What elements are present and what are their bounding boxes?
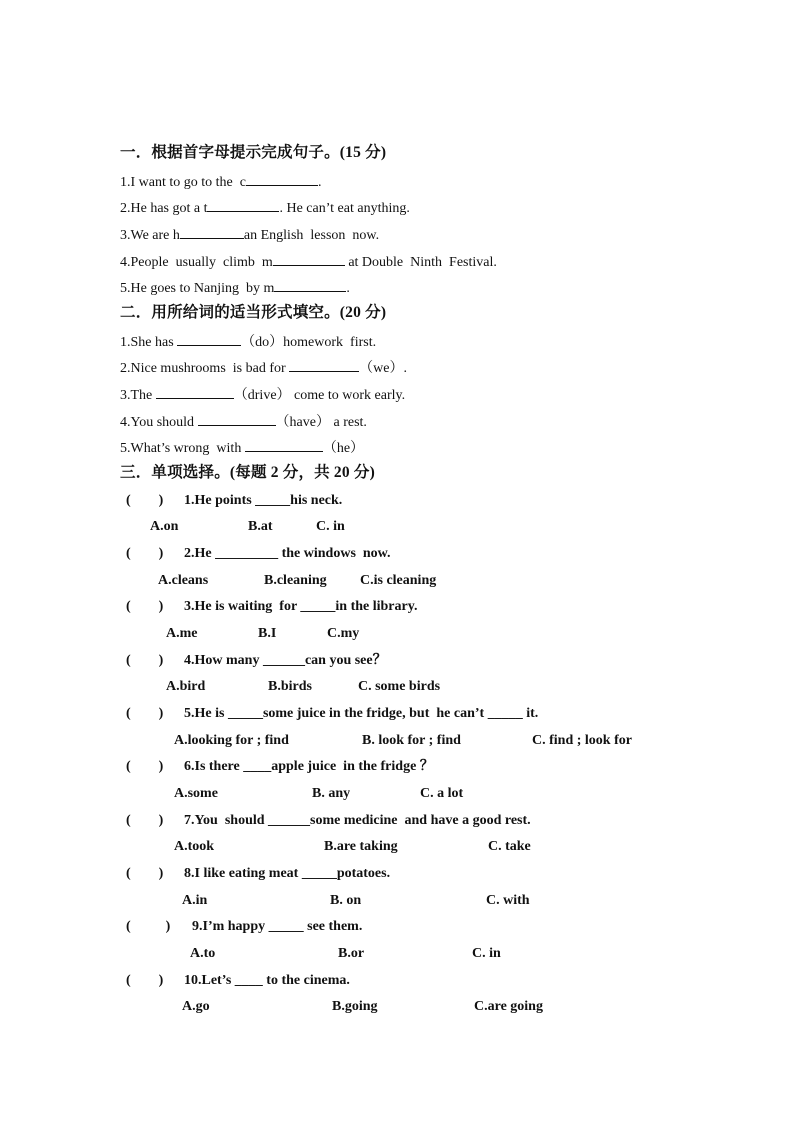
q10-option-a[interactable]: A.go	[182, 999, 210, 1014]
q8-text: 8.I like eating meat _____potatoes.	[184, 866, 391, 881]
q3-text: 3.He is waiting for _____in the library.	[184, 599, 418, 614]
q7-option-b[interactable]: B.are taking	[324, 839, 398, 854]
s2-item-5	[120, 438, 364, 458]
q2-option-c[interactable]: C.is cleaning	[360, 573, 437, 588]
q6-text: 6.Is there ____apple juice in the fridge ？	[184, 759, 434, 774]
s1-item-1-pre: 1.I want to go to the c	[120, 175, 246, 190]
s2-item-2-post: （we）.	[359, 361, 407, 376]
section1-heading: 一．根据首字母提示完成句子。(15 分)	[120, 144, 387, 161]
q10-answer-paren[interactable]: ( )	[126, 973, 164, 988]
s1-item-4-post: at Double Ninth Festival.	[344, 255, 497, 270]
q3-option-b[interactable]: B.I	[258, 626, 277, 641]
s1-item-3	[120, 225, 379, 245]
q7-option-a[interactable]: A.took	[174, 839, 215, 854]
s1-item-3-post: an English lesson now.	[243, 228, 380, 243]
q1-option-c[interactable]: C. in	[316, 519, 345, 534]
s2-item-3	[120, 385, 405, 405]
section3-heading: 三．单项选择。(每题 2 分，共 20 分)	[120, 464, 375, 481]
q6-option-c[interactable]: C. a lot	[420, 786, 464, 801]
q1-answer-paren[interactable]: ( )	[126, 493, 164, 508]
q2-text: 2.He _________ the windows now.	[184, 546, 391, 561]
q10-option-c[interactable]: C.are going	[474, 999, 543, 1014]
q5-option-b[interactable]: B. look for ; find	[362, 733, 461, 748]
q2-answer-paren[interactable]: ( )	[126, 546, 164, 561]
q4-option-b[interactable]: B.birds	[268, 679, 312, 694]
s1-item-2	[120, 198, 410, 218]
s1-item-5-post: .	[346, 281, 350, 296]
answer-blank[interactable]	[273, 252, 345, 266]
s2-item-2-pre: 2.Nice mushrooms is bad for	[120, 361, 290, 376]
q8-option-c[interactable]: C. with	[486, 893, 530, 908]
q3-option-c[interactable]: C.my	[327, 626, 360, 641]
s1-item-1-post: .	[317, 175, 322, 190]
q2-option-b[interactable]: B.cleaning	[264, 573, 327, 588]
q10-option-b[interactable]: B.going	[332, 999, 378, 1014]
s1-item-4-pre: 4.People usually climb m	[120, 255, 273, 270]
answer-blank[interactable]	[177, 332, 241, 346]
s2-item-3-pre: 3.The	[120, 388, 156, 403]
q5-answer-paren[interactable]: ( )	[126, 706, 164, 721]
q9-option-a[interactable]: A.to	[190, 946, 216, 961]
q5-text: 5.He is _____some juice in the fridge, but he can’t _____ it.	[184, 706, 539, 721]
q4-text: 4.How many ______can you see？	[184, 653, 387, 668]
q8-option-b[interactable]: B. on	[330, 893, 362, 908]
q10-text: 10.Let’s ____ to the cinema.	[184, 973, 350, 988]
q8-answer-paren[interactable]: ( )	[126, 866, 164, 881]
q9-option-b[interactable]: B.or	[338, 946, 365, 961]
s1-item-1	[120, 172, 321, 192]
answer-blank[interactable]	[198, 412, 276, 426]
q4-option-c[interactable]: C. some birds	[358, 679, 441, 694]
answer-blank[interactable]	[207, 198, 279, 212]
s2-item-1	[120, 332, 376, 352]
q7-option-c[interactable]: C. take	[488, 839, 531, 854]
s2-item-5-post: （he）	[322, 441, 365, 456]
answer-blank[interactable]	[289, 358, 359, 372]
section2-heading: 二．用所给词的适当形式填空。(20 分)	[120, 304, 387, 321]
q6-answer-paren[interactable]: ( )	[126, 759, 164, 774]
q6-option-b[interactable]: B. any	[312, 786, 351, 801]
s2-item-4	[120, 412, 367, 432]
s1-item-5-pre: 5.He goes to Nanjing by m	[120, 281, 275, 296]
q7-text: 7.You should ______some medicine and have a good rest.	[184, 813, 531, 828]
s1-item-2-post: . He can’t eat anything.	[279, 201, 410, 216]
answer-blank[interactable]	[246, 172, 318, 186]
q9-option-c[interactable]: C. in	[472, 946, 501, 961]
q1-option-b[interactable]: B.at	[248, 519, 273, 534]
q4-option-a[interactable]: A.bird	[166, 679, 206, 694]
q5-option-c[interactable]: C. find ; look for	[532, 733, 632, 748]
s1-item-5	[120, 278, 350, 298]
q3-answer-paren[interactable]: ( )	[126, 599, 164, 614]
s1-item-4	[120, 252, 497, 272]
q5-option-a[interactable]: A.looking for ; find	[174, 733, 289, 748]
s2-item-4-post: （have） a rest.	[275, 415, 367, 430]
answer-blank[interactable]	[156, 385, 234, 399]
q1-option-a[interactable]: A.on	[150, 519, 179, 534]
answer-blank[interactable]	[245, 438, 323, 452]
s2-item-3-post: （drive） come to work early.	[233, 388, 406, 403]
q7-answer-paren[interactable]: ( )	[126, 813, 164, 828]
q9-answer-paren[interactable]: ( )	[126, 919, 171, 934]
answer-blank[interactable]	[180, 225, 244, 239]
q2-option-a[interactable]: A.cleans	[158, 573, 209, 588]
s1-item-3-pre: 3.We are h	[120, 228, 180, 243]
s2-item-4-pre: 4.You should	[120, 415, 198, 430]
q4-answer-paren[interactable]: ( )	[126, 653, 164, 668]
q1-text: 1.He points _____his neck.	[184, 493, 343, 508]
s2-item-2	[120, 358, 407, 378]
s2-item-1-pre: 1.She has	[120, 335, 178, 350]
q9-text: 9.I’m happy _____ see them.	[192, 919, 363, 934]
q3-option-a[interactable]: A.me	[166, 626, 198, 641]
q6-option-a[interactable]: A.some	[174, 786, 218, 801]
s1-item-2-pre: 2.He has got a t	[120, 201, 208, 216]
s2-item-1-post: （do）homework first.	[241, 335, 377, 350]
answer-blank[interactable]	[274, 278, 346, 292]
s2-item-5-pre: 5.What’s wrong with	[120, 441, 245, 456]
q8-option-a[interactable]: A.in	[182, 893, 208, 908]
